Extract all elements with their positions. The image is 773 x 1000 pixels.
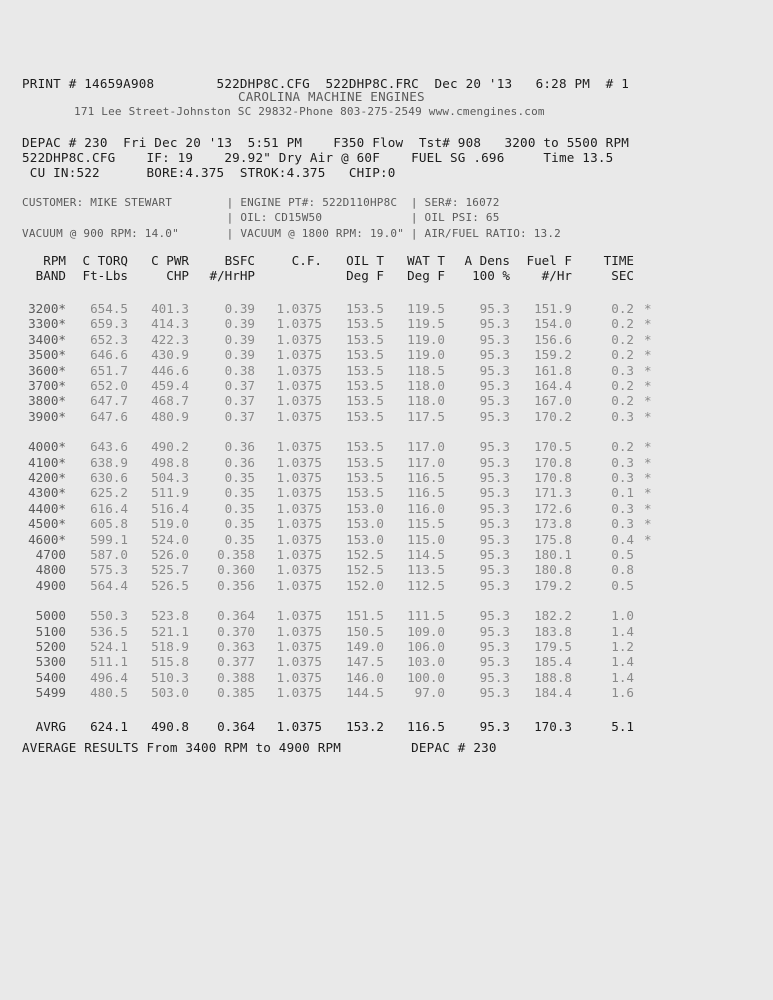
header-power: CHP [166,268,189,283]
cell-cf: 1.0375 [276,547,322,562]
cell-oil-temp: 153.5 [346,362,384,378]
cell-power: 480.9 [151,408,189,424]
cell-oil-temp: 146.0 [346,669,384,685]
cell-fuel-flow: 159.2 [534,347,572,363]
cell-bsfc: 0.35 [224,485,255,501]
cell-bsfc: 0.35 [224,470,255,485]
cell-bsfc: 0.360 [217,562,255,578]
cell-time: 0.2 [611,331,634,347]
print-header-line: PRINT # 14659A908 522DHP8C.CFG 522DHP8C.FRC Dec 20 '13 6:28 PM # 1 [22,76,630,91]
cell-fuel-flow: 170.8 [534,470,572,485]
cell-power: 515.8 [151,654,189,670]
cell-time: 1.4 [611,654,634,670]
cell-power: 504.3 [151,470,189,485]
cell-cf: 1.0375 [276,331,322,347]
cell-water-temp: 118.0 [407,378,445,393]
cell-oil-temp: 153.5 [346,454,384,470]
cell-torque: 630.6 [90,470,128,485]
cell-torque: 496.4 [90,669,128,685]
cell-cf: 1.0375 [276,454,322,470]
cell-water-temp: 117.5 [407,408,445,424]
cell-water-temp: 118.0 [407,393,445,409]
cell-power: 422.3 [151,331,189,347]
cell-torque: 550.3 [90,608,128,624]
cell-oil-temp: 153.0 [346,531,384,547]
cell-rpm: 3800* [28,393,66,409]
test-info-line-1: DEPAC # 230 Fri Dec 20 '13 5:51 PM F350 Flow Tst# 908 3200 to 5500 RPM [22,135,630,150]
flag-mark: * [644,331,652,347]
test-info-line-2: 522DHP8C.CFG IF: 19 29.92" Dry Air @ 60F FUEL SG .696 Time 13.5 [22,150,614,165]
cell-torque: 652.3 [90,331,128,347]
cell-oil-temp: 149.0 [346,639,384,654]
cell-time: 0.3 [611,362,634,378]
cell-cf: 1.0375 [276,669,322,685]
flag-mark: * [644,362,652,378]
cell-torque: 651.7 [90,362,128,378]
cell-time: 0.5 [611,547,634,562]
average-results-footer: AVERAGE RESULTS From 3400 RPM to 4900 RPM DEPAC # 230 [22,740,497,755]
cell-torque: 480.5 [90,685,128,701]
cell-rpm: 3400* [28,331,66,347]
cell-oil-temp: 153.5 [346,439,384,455]
cell-cf: 1.0375 [276,378,322,393]
cell-cf: 1.0375 [276,485,322,501]
header-fuel-flow: #/Hr [541,268,572,283]
cell-cf: 1.0375 [276,654,322,670]
cell-oil-temp: 147.5 [346,654,384,670]
cell-time: 0.3 [611,470,634,485]
cell-rpm: 3600* [28,362,66,378]
cell-rpm: 3500* [28,347,66,363]
customer-line-1: CUSTOMER: MIKE STEWART | ENGINE PT#: 522D110HP8C | SER#: 16072 [22,196,500,209]
cell-bsfc: 0.364 [217,608,255,624]
cell-power: 521.1 [151,623,189,639]
cell-power: 468.7 [151,393,189,409]
cell-air-density: 95.3 [479,316,510,332]
cell-bsfc: 0.39 [224,316,255,332]
cell-cf: 1.0375 [276,639,322,654]
cell-air-density: 95.3 [479,331,510,347]
cell-air-density: 95.3 [479,470,510,485]
header-fuel-flow: Fuel F [526,253,572,268]
cell-fuel-flow: 182.2 [534,608,572,624]
cell-oil-temp: 153.5 [346,331,384,347]
cell-cf: 1.0375 [276,685,322,701]
cell-time: 1.6 [611,685,634,701]
cell-oil-temp: 152.0 [346,577,384,593]
cell-bsfc: 0.36 [224,439,255,455]
flag-mark: * [644,531,652,547]
cell-rpm: 4400* [28,500,66,516]
cell-power: 503.0 [151,685,189,701]
cell-power: 430.9 [151,347,189,363]
header-water-temp: Deg F [407,268,445,283]
customer-line-2: | OIL: CD15W50 | OIL PSI: 65 [22,211,500,224]
cell-air-density: 95.3 [479,362,510,378]
cell-power: 498.8 [151,454,189,470]
avg-fuel-flow: 170.3 [534,718,572,734]
cell-oil-temp: 152.5 [346,562,384,578]
cell-torque: 599.1 [90,531,128,547]
cell-water-temp: 115.5 [407,516,445,532]
cell-rpm: 5000 [35,608,66,624]
cell-air-density: 95.3 [479,685,510,701]
cell-bsfc: 0.385 [217,685,255,701]
cell-rpm: 5400 [35,669,66,685]
cell-torque: 659.3 [90,316,128,332]
cell-power: 525.7 [151,562,189,578]
cell-bsfc: 0.35 [224,531,255,547]
customer-line-3: VACUUM @ 900 RPM: 14.0" | VACUUM @ 1800 RPM: 19.0" | AIR/FUEL RATIO: 13.2 [22,227,561,240]
cell-cf: 1.0375 [276,439,322,455]
cell-water-temp: 103.0 [407,654,445,670]
cell-power: 524.0 [151,531,189,547]
cell-oil-temp: 151.5 [346,608,384,624]
cell-bsfc: 0.36 [224,454,255,470]
cell-power: 414.3 [151,316,189,332]
cell-power: 511.9 [151,485,189,501]
cell-rpm: 4300* [28,485,66,501]
cell-torque: 654.5 [90,301,128,316]
cell-fuel-flow: 164.4 [534,378,572,393]
avg-oil-temp: 153.2 [346,718,384,734]
cell-time: 0.2 [611,316,634,332]
cell-water-temp: 114.5 [407,547,445,562]
cell-oil-temp: 152.5 [346,547,384,562]
avg-rpm: AVRG [35,718,66,734]
cell-fuel-flow: 167.0 [534,393,572,409]
flag-mark: * [644,470,652,485]
cell-time: 0.2 [611,347,634,363]
cell-water-temp: 119.0 [407,347,445,363]
header-air-density: A Dens [464,253,510,268]
cell-bsfc: 0.388 [217,669,255,685]
cell-cf: 1.0375 [276,623,322,639]
cell-water-temp: 117.0 [407,454,445,470]
cell-water-temp: 106.0 [407,639,445,654]
cell-power: 401.3 [151,301,189,316]
cell-fuel-flow: 161.8 [534,362,572,378]
cell-water-temp: 113.5 [407,562,445,578]
avg-bsfc: 0.364 [217,718,255,734]
cell-torque: 564.4 [90,577,128,593]
flag-mark: * [644,378,652,393]
cell-air-density: 95.3 [479,393,510,409]
cell-time: 0.3 [611,408,634,424]
cell-cf: 1.0375 [276,562,322,578]
cell-bsfc: 0.39 [224,301,255,316]
cell-rpm: 5300 [35,654,66,670]
cell-time: 0.2 [611,301,634,316]
avg-cf: 1.0375 [276,718,322,734]
cell-air-density: 95.3 [479,654,510,670]
cell-air-density: 95.3 [479,378,510,393]
cell-torque: 587.0 [90,547,128,562]
cell-fuel-flow: 151.9 [534,301,572,316]
flag-mark: * [644,485,652,501]
cell-rpm: 4800 [35,562,66,578]
header-air-density: 100 % [472,268,510,283]
header-rpm: RPM [43,253,66,268]
cell-fuel-flow: 183.8 [534,623,572,639]
cell-power: 516.4 [151,500,189,516]
cell-water-temp: 117.0 [407,439,445,455]
cell-power: 490.2 [151,439,189,455]
cell-bsfc: 0.363 [217,639,255,654]
cell-cf: 1.0375 [276,608,322,624]
cell-rpm: 4200* [28,470,66,485]
cell-water-temp: 119.0 [407,331,445,347]
avg-power: 490.8 [151,718,189,734]
cell-time: 0.3 [611,500,634,516]
cell-air-density: 95.3 [479,623,510,639]
cell-water-temp: 116.5 [407,485,445,501]
company-name: CAROLINA MACHINE ENGINES [238,89,425,104]
cell-air-density: 95.3 [479,408,510,424]
cell-fuel-flow: 170.5 [534,439,572,455]
cell-power: 459.4 [151,378,189,393]
cell-rpm: 4600* [28,531,66,547]
avg-water-temp: 116.5 [407,718,445,734]
cell-fuel-flow: 180.8 [534,562,572,578]
cell-oil-temp: 153.5 [346,393,384,409]
cell-rpm: 4000* [28,439,66,455]
cell-time: 1.0 [611,608,634,624]
header-torque: C TORQ [82,253,128,268]
cell-torque: 652.0 [90,378,128,393]
cell-fuel-flow: 180.1 [534,547,572,562]
cell-time: 1.4 [611,669,634,685]
cell-oil-temp: 153.5 [346,347,384,363]
flag-mark: * [644,301,652,316]
cell-water-temp: 111.5 [407,608,445,624]
cell-cf: 1.0375 [276,531,322,547]
cell-water-temp: 97.0 [414,685,445,701]
cell-bsfc: 0.39 [224,331,255,347]
avg-time: 5.1 [611,718,634,734]
cell-bsfc: 0.38 [224,362,255,378]
company-address: 171 Lee Street-Johnston SC 29832-Phone 803-275-2549 www.cmengines.com [74,105,545,118]
cell-rpm: 4500* [28,516,66,532]
cell-rpm: 4100* [28,454,66,470]
header-oil-temp: OIL T [346,253,384,268]
cell-time: 0.2 [611,439,634,455]
cell-water-temp: 119.5 [407,301,445,316]
cell-power: 519.0 [151,516,189,532]
header-bsfc: #/HrHP [209,268,255,283]
cell-time: 0.4 [611,531,634,547]
cell-cf: 1.0375 [276,500,322,516]
cell-oil-temp: 153.5 [346,301,384,316]
cell-torque: 524.1 [90,639,128,654]
cell-bsfc: 0.377 [217,654,255,670]
cell-air-density: 95.3 [479,301,510,316]
cell-time: 0.2 [611,378,634,393]
cell-torque: 616.4 [90,500,128,516]
cell-fuel-flow: 185.4 [534,654,572,670]
cell-air-density: 95.3 [479,608,510,624]
cell-fuel-flow: 179.5 [534,639,572,654]
cell-power: 523.8 [151,608,189,624]
cell-air-density: 95.3 [479,347,510,363]
header-torque: Ft-Lbs [82,268,128,283]
cell-fuel-flow: 184.4 [534,685,572,701]
cell-torque: 646.6 [90,347,128,363]
cell-oil-temp: 153.5 [346,316,384,332]
cell-air-density: 95.3 [479,639,510,654]
cell-cf: 1.0375 [276,316,322,332]
cell-fuel-flow: 175.8 [534,531,572,547]
cell-power: 510.3 [151,669,189,685]
cell-rpm: 5499 [35,685,66,701]
cell-fuel-flow: 170.8 [534,454,572,470]
cell-water-temp: 116.0 [407,500,445,516]
cell-rpm: 3700* [28,378,66,393]
cell-power: 446.6 [151,362,189,378]
cell-fuel-flow: 179.2 [534,577,572,593]
cell-cf: 1.0375 [276,577,322,593]
cell-oil-temp: 153.5 [346,470,384,485]
cell-water-temp: 112.5 [407,577,445,593]
cell-fuel-flow: 188.8 [534,669,572,685]
cell-oil-temp: 144.5 [346,685,384,701]
flag-mark: * [644,500,652,516]
cell-torque: 605.8 [90,516,128,532]
avg-torque: 624.1 [90,718,128,734]
cell-water-temp: 109.0 [407,623,445,639]
header-power: C PWR [151,253,189,268]
header-water-temp: WAT T [407,253,445,268]
cell-fuel-flow: 154.0 [534,316,572,332]
cell-cf: 1.0375 [276,362,322,378]
cell-bsfc: 0.358 [217,547,255,562]
cell-oil-temp: 153.5 [346,408,384,424]
cell-power: 526.0 [151,547,189,562]
cell-water-temp: 100.0 [407,669,445,685]
cell-rpm: 4900 [35,577,66,593]
cell-time: 1.4 [611,623,634,639]
cell-torque: 643.6 [90,439,128,455]
cell-bsfc: 0.39 [224,347,255,363]
cell-water-temp: 119.5 [407,316,445,332]
cell-cf: 1.0375 [276,301,322,316]
cell-fuel-flow: 173.8 [534,516,572,532]
cell-cf: 1.0375 [276,516,322,532]
cell-fuel-flow: 170.2 [534,408,572,424]
cell-time: 0.1 [611,485,634,501]
cell-bsfc: 0.35 [224,516,255,532]
cell-rpm: 4700 [35,547,66,562]
cell-air-density: 95.3 [479,547,510,562]
avg-air-density: 95.3 [479,718,510,734]
cell-cf: 1.0375 [276,470,322,485]
flag-mark: * [644,316,652,332]
cell-water-temp: 115.0 [407,531,445,547]
cell-bsfc: 0.35 [224,500,255,516]
cell-cf: 1.0375 [276,393,322,409]
cell-time: 0.3 [611,516,634,532]
cell-time: 0.2 [611,393,634,409]
flag-mark: * [644,408,652,424]
cell-air-density: 95.3 [479,669,510,685]
cell-rpm: 5200 [35,639,66,654]
cell-oil-temp: 153.0 [346,500,384,516]
cell-bsfc: 0.370 [217,623,255,639]
cell-torque: 647.6 [90,408,128,424]
header-rpm: BAND [35,268,66,283]
cell-oil-temp: 153.5 [346,485,384,501]
cell-bsfc: 0.37 [224,378,255,393]
cell-bsfc: 0.356 [217,577,255,593]
cell-time: 1.2 [611,639,634,654]
cell-oil-temp: 153.0 [346,516,384,532]
header-time: SEC [611,268,634,283]
cell-bsfc: 0.37 [224,408,255,424]
cell-torque: 511.1 [90,654,128,670]
cell-torque: 647.7 [90,393,128,409]
cell-power: 526.5 [151,577,189,593]
cell-oil-temp: 153.5 [346,378,384,393]
cell-water-temp: 116.5 [407,470,445,485]
test-info-line-3: CU IN:522 BORE:4.375 STROK:4.375 CHIP:0 [22,165,396,180]
cell-air-density: 95.3 [479,562,510,578]
cell-fuel-flow: 172.6 [534,500,572,516]
cell-air-density: 95.3 [479,500,510,516]
flag-mark: * [644,393,652,409]
header-bsfc: BSFC [224,253,255,268]
cell-torque: 625.2 [90,485,128,501]
cell-rpm: 5100 [35,623,66,639]
cell-rpm: 3200* [28,301,66,316]
cell-cf: 1.0375 [276,347,322,363]
cell-air-density: 95.3 [479,454,510,470]
cell-air-density: 95.3 [479,439,510,455]
header-oil-temp: Deg F [346,268,384,283]
header-time: TIME [603,253,634,268]
cell-time: 0.8 [611,562,634,578]
cell-oil-temp: 150.5 [346,623,384,639]
cell-fuel-flow: 156.6 [534,331,572,347]
cell-air-density: 95.3 [479,577,510,593]
cell-air-density: 95.3 [479,485,510,501]
cell-cf: 1.0375 [276,408,322,424]
header-cf: C.F. [291,253,322,268]
cell-fuel-flow: 171.3 [534,485,572,501]
cell-rpm: 3300* [28,316,66,332]
cell-power: 518.9 [151,639,189,654]
cell-time: 0.3 [611,454,634,470]
cell-time: 0.5 [611,577,634,593]
cell-torque: 638.9 [90,454,128,470]
cell-water-temp: 118.5 [407,362,445,378]
cell-air-density: 95.3 [479,531,510,547]
cell-rpm: 3900* [28,408,66,424]
cell-torque: 536.5 [90,623,128,639]
cell-torque: 575.3 [90,562,128,578]
flag-mark: * [644,516,652,532]
flag-mark: * [644,454,652,470]
flag-mark: * [644,347,652,363]
flag-mark: * [644,439,652,455]
cell-air-density: 95.3 [479,516,510,532]
cell-bsfc: 0.37 [224,393,255,409]
